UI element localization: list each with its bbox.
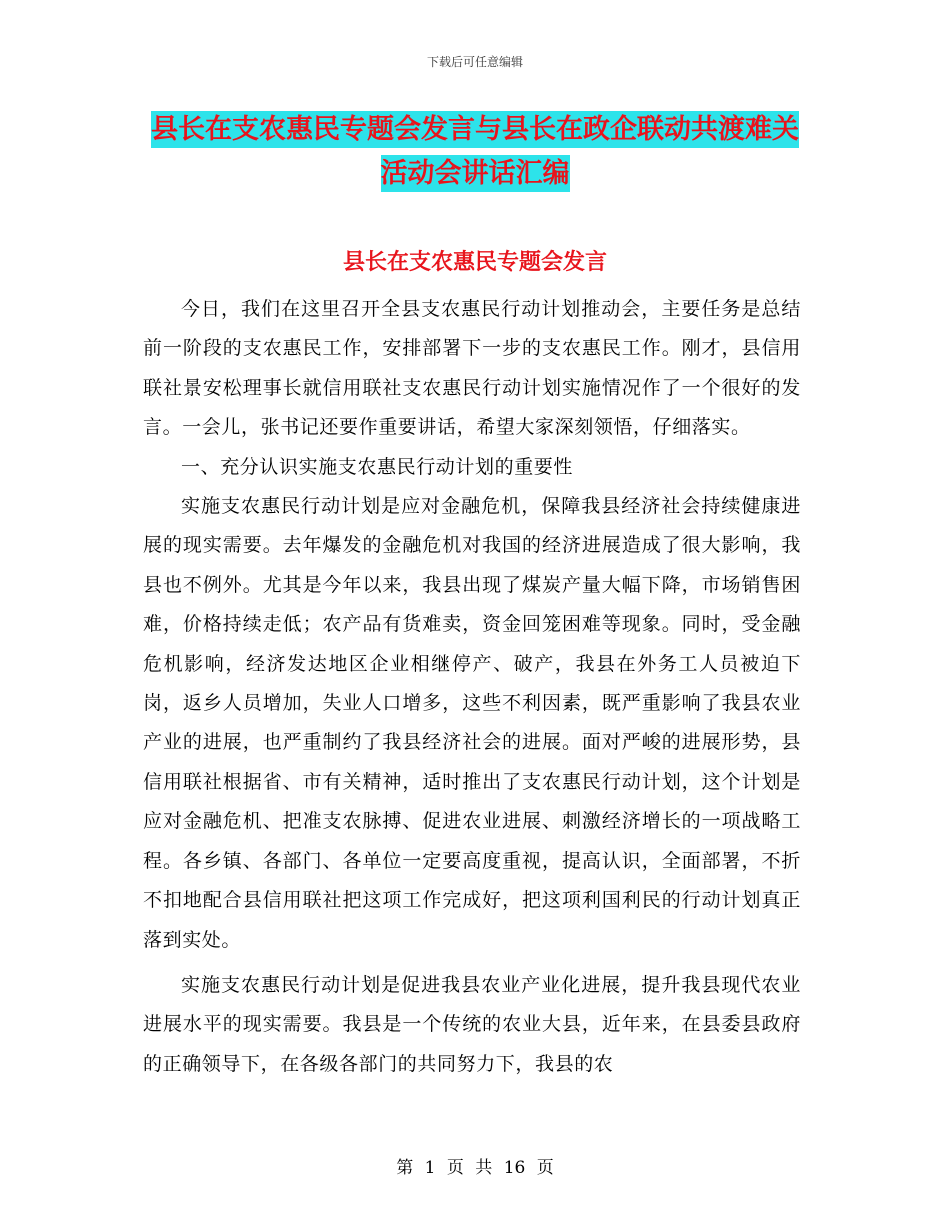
paragraph-financial-crisis: 实施支农惠民行动计划是应对金融危机，保障我县经济社会持续健康进展的现实需要。去年爆发的金融危机对我国的经济进展造成了很大影响，我县也不例外。尤其是今年以来，我县出现了煤炭产量大幅下降，市场销售困难，价格持续走低；农产品有货难卖，资金回笼困难等现象。同时，受金融危机影响，经济发达地区企业相继停产、破产，我县在外务工人员被迫下岗，返乡人员增加，失业人口增多，这些不利因素，既严重影响了我县农业产业的进展，也严重制约了我县经济社会的进展。面对严峻的进展形势，县信用联社根据省、市有关精神，适时推出了支农惠民行动计划，这个计划是应对金融危机、把准支农脉搏、促进农业进展、刺激经济增长的一项战略工程。各乡镇、各部门、各单位一定要高度重视，提高认识，全面部署，不折不扣地配合县信用联社把这项工作完成好，把这项利国利民的行动计划真正落到实处。 (143, 495, 801, 951)
main-title-highlight: 县长在支农惠民专题会发言与县长在政企联动共渡难关活动会讲话汇编 (151, 111, 799, 192)
document-main-title (145, 108, 805, 196)
paragraph-heading-1: 一、充分认识实施支农惠民行动计划的重要性 (181, 455, 574, 478)
section-title: 县长在支农惠民专题会发言 (342, 250, 607, 275)
document-body (143, 290, 801, 1084)
paragraph-intro: 今日，我们在这里召开全县支农惠民行动计划推动会，主要任务是总结前一阶段的支农惠民工作，安排部署下一步的支农惠民工作。刚才，县信用联社景安松理事长就信用联社支农惠民行动计划实施情况作了一个很好的发言。一会儿，张书记还要作重要讲话，希望大家深刻领悟，仔细落实。 (143, 298, 801, 439)
page-number-footer: 第 1 页 共 16 页 (396, 1158, 554, 1178)
paragraph-agriculture: 实施支农惠民行动计划是促进我县农业产业化进展，提升我县现代农业进展水平的现实需要。我县是一个传统的农业大县，近年来，在县委县政府的正确领导下，在各级各部门的共同努力下，我县的农 (143, 973, 801, 1075)
page-header-note: 下载后可任意编辑 (426, 55, 523, 69)
